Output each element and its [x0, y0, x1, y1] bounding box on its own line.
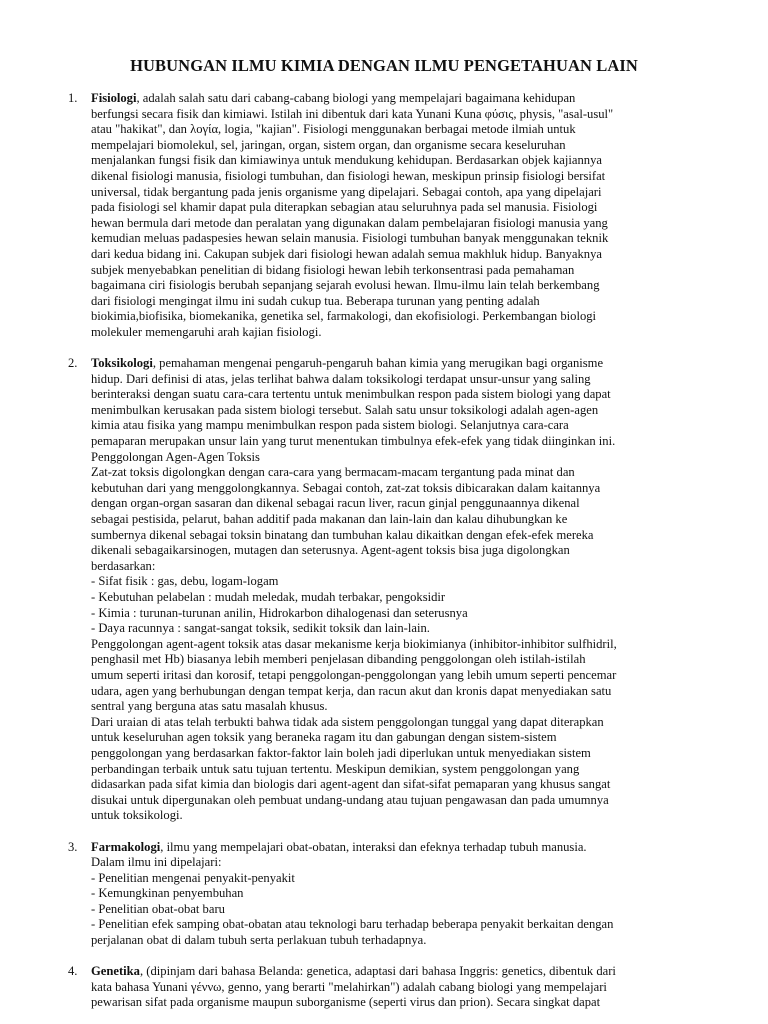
paragraph-line: umum seperti iritasi dan korosif, tetapi penggolongan-penggolongan yang lebih umum seperti pencemar [91, 667, 617, 682]
paragraph-line: Zat-zat toksis digolongkan dengan cara-cara yang bermacam-macam tergantung pada minat dan [91, 465, 575, 480]
paragraph-line: Dari uraian di atas telah terbukti bahwa tidak ada sistem penggolongan tunggal yang dapat diterapkan [91, 714, 604, 729]
paragraph-line: bagaimana ciri fisiologis berubah sepanjang sejarah evolusi hewan. Ilmu-ilmu lain telah berkembang [91, 278, 600, 293]
list-item [0, 91, 768, 341]
paragraph-line: kata bahasa Yunani γέννω, genno, yang berarti "melahirkan") adalah cabang biologi yang mempelajari [91, 979, 607, 994]
paragraph-line: pewarisan sifat pada organisme maupun suborganisme (seperti virus dan prion). Secara singkat dapat [91, 995, 601, 1010]
paragraph-text: , pemahaman mengenai pengaruh-pengaruh bahan kimia yang merugikan bagi organisme [152, 356, 604, 371]
paragraph-text: , adalah salah satu dari cabang-cabang biologi yang mempelajari bagaimana kehidupan [136, 91, 576, 105]
paragraph-line: untuk keseluruhan agen toksik yang beraneka ragam itu dan gabungan dengan sistem-sistem [91, 730, 557, 745]
paragraph-line: sumbernya dikenal sebagai toksin binatang dan tumbuhan kalau dikaitkan dengan efek-efek mereka [91, 527, 594, 542]
paragraph-line: perjalanan obat di dalam tubuh serta perlakuan tubuh terhadapnya. [91, 933, 427, 948]
paragraph-line: udara, agen yang berhubungan dengan tempat kerja, dan racun akut dan kronis dapat menyediakan satu [91, 683, 612, 698]
paragraph-line: Penggolongan agent-agent toksik atas dasar mekanisme kerja biokimianya (inhibitor-inhibitor sulfhidril, [91, 636, 617, 651]
paragraph-line: penghasil met Hb) biasanya lebih memberi penjelasan dibanding penggolongan oleh istilah-istilah [91, 652, 586, 667]
paragraph-line: mempelajari biomolekul, sel, jaringan, organ, sistem organ, dan organisme secara keseluruhan [91, 137, 566, 152]
list-item [0, 356, 768, 824]
paragraph-line: perbandingan terbaik untuk satu tujuan tertentu. Meskipun demikian, system penggolongan yang [91, 761, 580, 776]
paragraph-line: sentral yang berguna atas satu masalah khusus. [91, 699, 328, 714]
paragraph-line: pada fisiologi sel khamir dapat pula diterapkan sebagian atau seluruhnya pada sel manusia. Fisiologi [91, 200, 598, 215]
paragraph-line: Dalam ilmu ini dipelajari: [91, 855, 222, 870]
paragraph-line: - Penelitian mengenai penyakit-penyakit [91, 870, 295, 885]
paragraph-text: , (dipinjam dari bahasa Belanda: genetica, adaptasi dari bahasa Inggris: genetics, dibentuk dari [139, 964, 616, 979]
paragraph-line: pemaparan merupakan unsur lain yang turut menentukan timbulnya efek-efek yang tidak diinginkan ini. [91, 434, 616, 449]
paragraph-line: - Kebutuhan pelabelan : mudah meledak, mudah terbakar, pengoksidir [91, 590, 446, 604]
list-item-number: 4. [68, 964, 78, 979]
list-item-term: Toksikologi [91, 356, 153, 371]
document-title: HUBUNGAN ILMU KIMIA DENGAN ILMU PENGETAHUAN LAIN [130, 56, 638, 75]
list-item-number: 1. [68, 91, 78, 105]
paragraph-line: dari kedua bidang ini. Cakupan subjek dari fisiologi hewan adalah semua makhluk hidup. Banyaknya [91, 246, 602, 261]
paragraph-line: dengan organ-organ sasaran dan dikenal sebagai racun liver, racun ginjal penggunaannya dikenal [91, 496, 580, 511]
paragraph-line: universal, tidak bergantung pada jenis organisme yang dipelajari. Sebagai contoh, apa yang dipelajari [91, 184, 602, 199]
paragraph-line: - Kimia : turunan-turunan anilin, Hidrokarbon dihalogenasi dan seterusnya [91, 605, 468, 620]
paragraph-line: atau "hakikat", dan λογία, logia, "kajian". Fisiologi menggunakan berbagai metode ilmiah untuk [91, 122, 576, 137]
paragraph-line: - Kemungkinan penyembuhan [91, 886, 244, 901]
paragraph-line [91, 356, 720, 372]
list-item [0, 964, 768, 1011]
list-item [0, 840, 768, 949]
paragraph-line: kebutuhan dari yang menggolongkannya. Sebagai contoh, zat-zat toksis dibicarakan dalam kaitannya [91, 480, 601, 495]
paragraph-line: didasarkan pada sifat kimia dan biologis dari agent-agent dan sifat-sifat pemaparan yang khusus sangat [91, 777, 611, 792]
paragraph-line: kimia atau fisika yang mampu menimbulkan respon pada sistem biologi. Selanjutnya cara-cara [91, 418, 569, 433]
paragraph-line: biokimia,biofisika, biomekanika, genetika sel, farmakologi, dan ekofisiologi. Perkembangan biologi [91, 309, 597, 324]
paragraph-line [91, 964, 720, 980]
paragraph-text: , ilmu yang mempelajari obat-obatan, interaksi dan efeknya terhadap tubuh manusia. [160, 839, 587, 854]
paragraph-line: berinteraksi dengan suatu cara-cara tertentu untuk menimbulkan respon pada sistem biologi yang dapat [91, 387, 611, 402]
paragraph-line [91, 91, 720, 107]
paragraph-line: berdasarkan: [91, 558, 156, 573]
paragraph-line: dikenal fisiologi manusia, fisiologi tumbuhan, dan fisiologi hewan, meskipun prinsip fisiologi bersifat [91, 168, 606, 183]
paragraph-line: hewan bermula dari metode dan peralatan yang digunakan dalam pembelajaran fisiologi manusia yang [91, 215, 608, 230]
paragraph-line: dikenali sebagaikarsinogen, mutagen dan seterusnya. Agent-agent toksis bisa juga digolongkan [91, 543, 570, 558]
paragraph-line: dari fisiologi mengingat ilmu ini sudah cukup tua. Beberapa turunan yang penting adalah [91, 293, 540, 308]
paragraph-line: berfungsi secara fisik dan kimiawi. Istilah ini dibentuk dari kata Yunani Kuna φύσις, physis, "asal-usul" [91, 106, 614, 121]
paragraph-line: - Penelitian obat-obat baru [91, 901, 225, 916]
paragraph-line: hidup. Dari definisi di atas, jelas terlihat bahwa dalam toksikologi terdapat unsur-unsur yang saling [91, 371, 591, 386]
paragraph-line: molekuler memengaruhi arah kajian fisiologi. [91, 324, 322, 339]
paragraph-line: - Penelitian efek samping obat-obatan atau teknologi baru terhadap beberapa penyakit berkaitan dengan [91, 917, 614, 932]
list-item-term: Farmakologi [91, 839, 161, 854]
list-item-term: Fisiologi [91, 91, 137, 105]
paragraph-line: menjalankan fungsi fisik dan kimiawinya untuk mendukung kehidupan. Berdasarkan objek kajiannya [91, 153, 602, 168]
paragraph-line: - Daya racunnya : sangat-sangat toksik, sedikit toksik dan lain-lain. [91, 621, 430, 636]
paragraph-line: - Sifat fisik : gas, debu, logam-logam [91, 574, 279, 589]
paragraph-line: disukai untuk dipergunakan oleh pembuat undang-undang atau tujuan pengawasan dan pada umumnya [91, 792, 609, 807]
paragraph-line: sebagai pestisida, pelarut, bahan additif pada makanan dan lain-lain dan kalau dihubungkan ke [91, 512, 568, 527]
list-item-term: Genetika [91, 964, 140, 979]
paragraph-line: kemudian meluas padaspesies hewan selain manusia. Fisiologi tumbuhan banyak menggunakan teknik [91, 231, 609, 246]
paragraph-line [91, 840, 720, 856]
numbered-list [0, 91, 768, 1024]
paragraph-line: Penggolongan Agen-Agen Toksis [91, 449, 260, 464]
paragraph-line: subjek menyebabkan penelitian di bidang fisiologi hewan lebih terkonsentrasi pada pemahaman [91, 262, 575, 277]
paragraph-line: penggolongan yang berdasarkan faktor-faktor lain boleh jadi diperlukan untuk menyediakan sistem [91, 745, 591, 760]
list-item-number: 2. [68, 356, 78, 371]
paragraph-line: untuk toksikologi. [91, 808, 183, 823]
list-item-number: 3. [68, 839, 78, 854]
paragraph-line: menimbulkan kerusakan pada sistem biologi tersebut. Salah satu unsur toksikologi adalah agen-agen [91, 402, 599, 417]
